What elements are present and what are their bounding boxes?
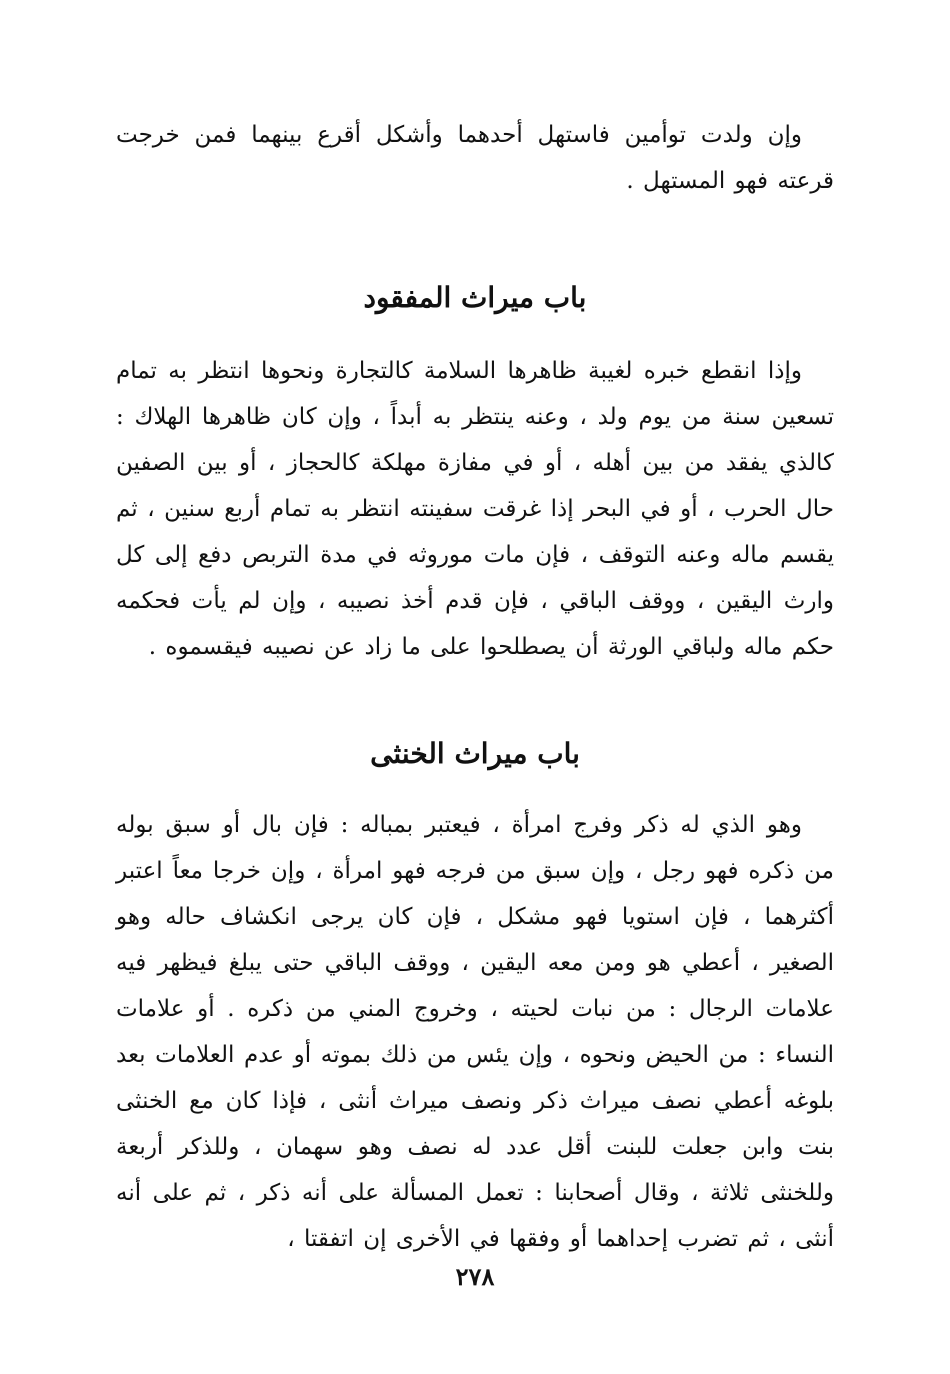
page-number: ٢٧٨ <box>455 1262 495 1291</box>
section-heading-hermaphrodite: باب ميراث الخنثى <box>370 737 580 770</box>
intro-paragraph: وإن ولدت توأمين فاستهل أحدهما وأشكل أقرع بينهما فمن خرجت قرعته فهو المستهل . <box>116 122 834 194</box>
hermaphrodite-paragraph: وهو الذي له ذكر وفرج امرأة ، فيعتبر بمباله : فإن بال أو سبق بوله من ذكره فهو رجل ، وإن سبق من فرجه فهو امرأة ، وإن خرجا معاً اعتبر أكثرهما ، فإن استويا فهو مشكل ، فإن كان يرجى انكشاف حاله وهو الصغير ، أعطي هو ومن معه اليقين ، ووقف الباقي حتى يبلغ فيظهر فيه علامات الرجال : من نبات لحيته ، وخروج المني من ذكره . أو علامات النساء : من الحيض ونحوه ، وإن يئس من ذلك بموته أو عدم العلامات بعد بلوغه أعطي نصف ميراث ذكر ونصف ميراث أنثى ، فإذا كان مع الخنثى بنت وابن جعلت للبنت أقل عدد له نصف وهو سهمان ، وللذكر أربعة وللخنثى ثلاثة ، وقال أصحابنا : تعمل المسألة على أنه ذكر ، ثم على أنه أنثى ، ثم تضرب إحداهما أو وفقها في الأخرى إن اتفقتا ، <box>116 812 834 1252</box>
missing-person-paragraph: وإذا انقطع خبره لغيبة ظاهرها السلامة كالتجارة ونحوها انتظر به تمام تسعين سنة من يوم ولد ، وعنه ينتظر به أبداً ، وإن كان ظاهرها الهلاك : كالذي يفقد من بين أهله ، أو في مفازة مهلكة كالحجاز ، أو بين الصفين حال الحرب ، أو في البحر إذا غرقت سفينته انتظر به تمام أربع سنين ، ثم يقسم ماله وعنه التوقف ، فإن مات موروثه في مدة التربص دفع إلى كل وارث اليقين ، ووقف الباقي ، فإن قدم أخذ نصيبه ، وإن لم يأت فحكمه حكم ماله ولباقي الورثة أن يصطلحوا على ما زاد عن نصيبه فيقسموه . <box>116 358 834 660</box>
section-heading-missing-person: باب ميراث المفقود <box>363 281 587 314</box>
